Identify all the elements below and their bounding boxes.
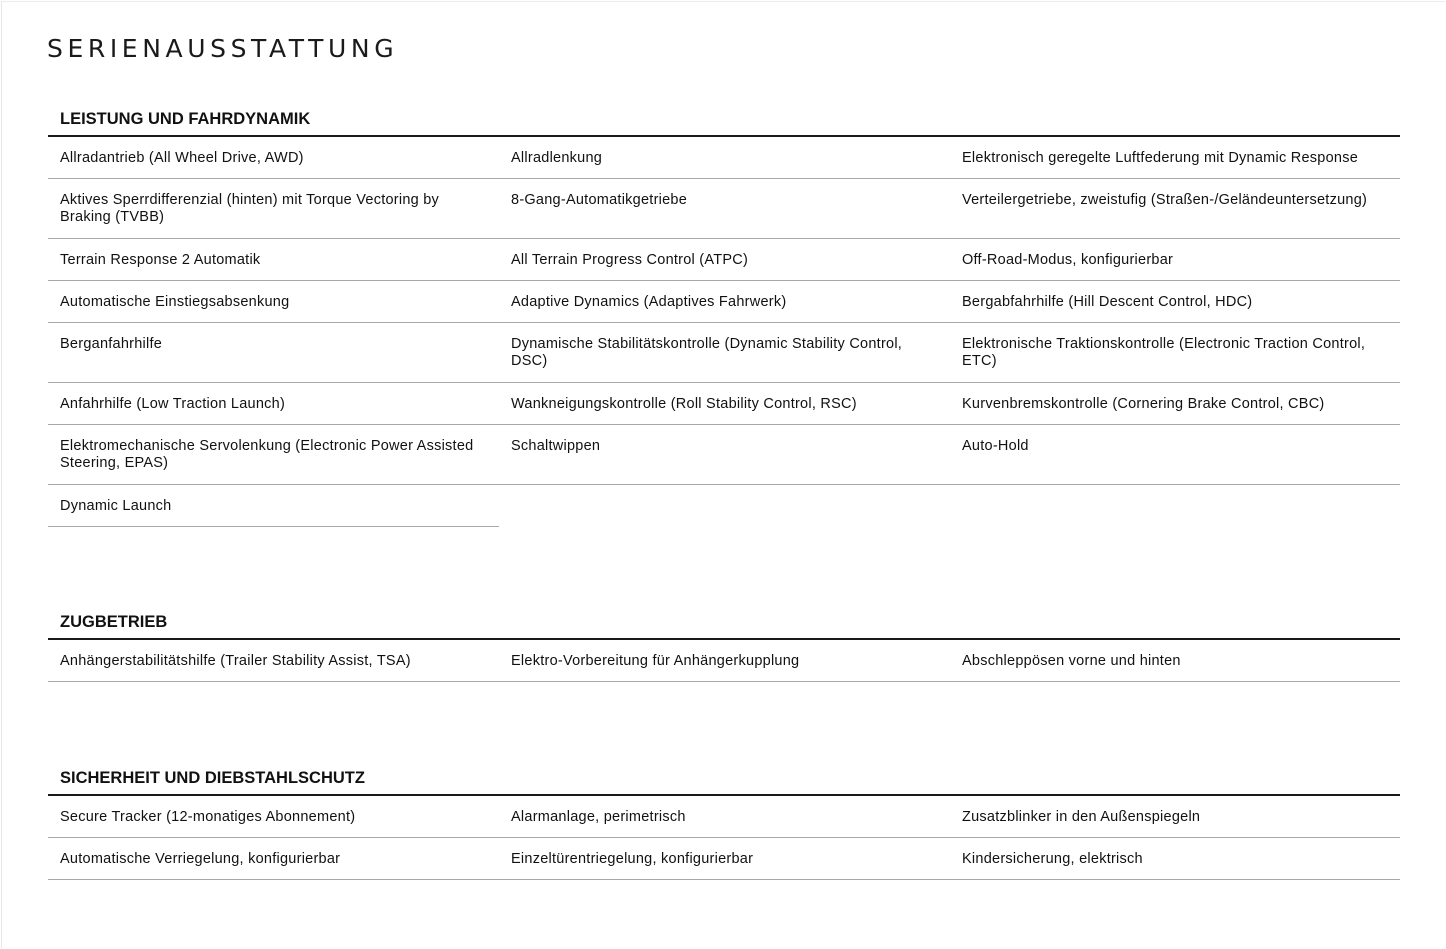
feature-item: Automatische Verriegelung, konfigurierbar (48, 838, 499, 880)
feature-item: Kindersicherung, elektrisch (950, 838, 1400, 880)
section-heading: ZUGBETRIEB (48, 604, 1400, 640)
feature-grid (48, 640, 1400, 682)
feature-item: Elektronische Traktionskontrolle (Electronic Traction Control, ETC) (950, 323, 1400, 383)
feature-item: Allradantrieb (All Wheel Drive, AWD) (48, 137, 499, 179)
feature-item: Anhängerstabilitätshilfe (Trailer Stability Assist, TSA) (48, 640, 499, 682)
feature-item: Berganfahrhilfe (48, 323, 499, 383)
feature-item: Elektromechanische Servolenkung (Electronic Power Assisted Steering, EPAS) (48, 425, 499, 485)
feature-item: Secure Tracker (12-monatiges Abonnement) (48, 796, 499, 838)
feature-item: Elektro-Vorbereitung für Anhängerkupplung (499, 640, 950, 682)
feature-item: Wankneigungskontrolle (Roll Stability Control, RSC) (499, 383, 950, 425)
section-leistung-und-fahrdynamik (48, 101, 1400, 527)
feature-item: Alarmanlage, perimetrisch (499, 796, 950, 838)
feature-item: Zusatzblinker in den Außenspiegeln (950, 796, 1400, 838)
feature-item: Kurvenbremskontrolle (Cornering Brake Control, CBC) (950, 383, 1400, 425)
feature-item: Verteilergetriebe, zweistufig (Straßen-/Geländeuntersetzung) (950, 179, 1400, 239)
feature-item: Off-Road-Modus, konfigurierbar (950, 239, 1400, 281)
feature-item: Dynamische Stabilitätskontrolle (Dynamic Stability Control, DSC) (499, 323, 950, 383)
section-sicherheit-und-diebstahlschutz (48, 760, 1400, 880)
feature-item: Aktives Sperrdifferenzial (hinten) mit Torque Vectoring by Braking (TVBB) (48, 179, 499, 239)
section-zugbetrieb (48, 604, 1400, 682)
feature-item: Auto-Hold (950, 425, 1400, 485)
section-heading: SICHERHEIT UND DIEBSTAHLSCHUTZ (48, 760, 1400, 796)
feature-grid (48, 137, 1400, 527)
feature-item: 8-Gang-Automatikgetriebe (499, 179, 950, 239)
feature-item: Terrain Response 2 Automatik (48, 239, 499, 281)
feature-item: Einzeltürentriegelung, konfigurierbar (499, 838, 950, 880)
feature-item: All Terrain Progress Control (ATPC) (499, 239, 950, 281)
feature-item: Automatische Einstiegsabsenkung (48, 281, 499, 323)
feature-item: Dynamic Launch (48, 485, 499, 527)
feature-item: Adaptive Dynamics (Adaptives Fahrwerk) (499, 281, 950, 323)
feature-item: Abschleppösen vorne und hinten (950, 640, 1400, 682)
feature-item: Allradlenkung (499, 137, 950, 179)
feature-item: Anfahrhilfe (Low Traction Launch) (48, 383, 499, 425)
feature-item: Elektronisch geregelte Luftfederung mit Dynamic Response (950, 137, 1400, 179)
page-title: SERIENAUSSTATTUNG (47, 34, 399, 63)
feature-grid (48, 796, 1400, 880)
feature-item: Schaltwippen (499, 425, 950, 485)
section-heading: LEISTUNG UND FAHRDYNAMIK (48, 101, 1400, 137)
feature-item: Bergabfahrhilfe (Hill Descent Control, HDC) (950, 281, 1400, 323)
